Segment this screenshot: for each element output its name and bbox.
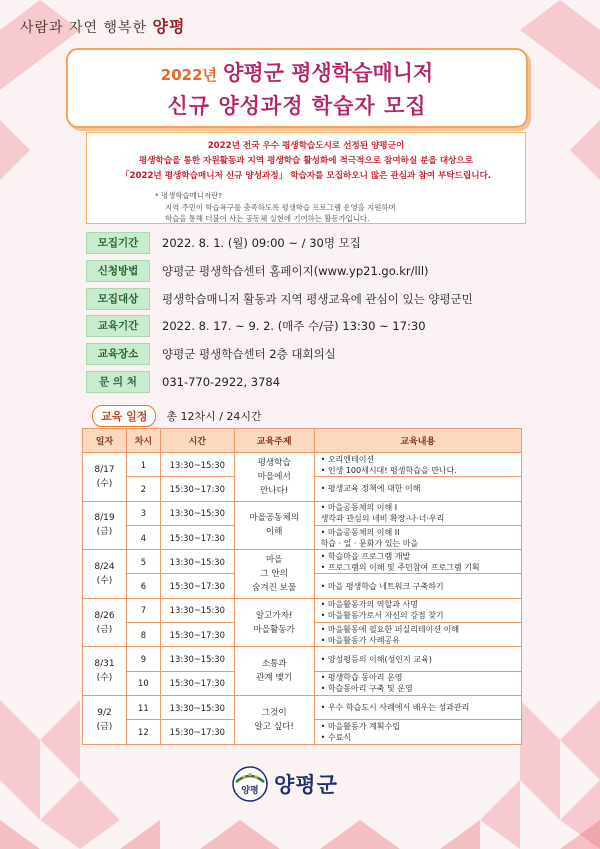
schedule-body [83, 453, 522, 745]
info-row-target [86, 288, 546, 310]
session-cell: 4 [126, 525, 160, 549]
info-row-apply-method [86, 260, 546, 282]
content-cell: • 학습마을 프로그램 개발 • 프로그램의 이해 및 주민참여 프로그램 기획 [314, 550, 521, 574]
day-of-week: (수) [96, 575, 113, 586]
header-date: 일자 [83, 429, 127, 453]
session-cell: 6 [126, 574, 160, 598]
header-session: 차시 [126, 429, 160, 453]
session-cell: 12 [126, 720, 160, 744]
day-of-week: (금) [96, 721, 113, 732]
time-cell: 13:30~15:30 [160, 453, 234, 477]
schedule-badge: 교육 일정 [92, 405, 156, 427]
day-date: 8/24 [94, 561, 115, 572]
title-year: 2022년 [160, 66, 218, 84]
info-label: 모집기간 [86, 232, 150, 254]
time-cell: 13:30~15:30 [160, 598, 234, 622]
emblem-text: 양평 [241, 786, 259, 796]
schedule-total: 총 12차시 / 24시간 [166, 410, 262, 423]
info-row-edu-period [86, 315, 546, 337]
info-label: 문 의 처 [86, 371, 150, 393]
time-cell: 15:30~17:30 [160, 477, 234, 501]
topic-cell: 알고가자! 마을활동가 [234, 598, 314, 647]
info-label: 교육기간 [86, 315, 150, 337]
content-cell: • 평생교육 정책에 대한 이해 [314, 477, 521, 501]
info-label: 모집대상 [86, 288, 150, 310]
table-row [83, 598, 522, 622]
topic-cell: 평생학습 마을에서 만나다! [234, 453, 314, 502]
table-row [83, 647, 522, 671]
intro-line: 평생학습을 통한 자원활동과 지역 평생학습 활성화에 적극적으로 참여하실 분을 대상으로 [138, 156, 474, 166]
time-cell: 15:30~17:30 [160, 574, 234, 598]
slogan-text: 사람과 자연 행복한 [20, 20, 148, 36]
session-cell: 7 [126, 598, 160, 622]
header-time: 시간 [160, 429, 234, 453]
title-main: 양평군 평생학습매니저 [223, 61, 434, 85]
day-cell [83, 453, 127, 502]
day-of-week: (금) [96, 624, 113, 635]
session-cell: 1 [126, 453, 160, 477]
day-cell [83, 598, 127, 647]
footer-org-name: 양평군 [274, 773, 338, 797]
table-row [83, 501, 522, 525]
title-box [66, 48, 528, 128]
content-cell: • 마을활동가 계획수립 • 수료식 [314, 720, 521, 744]
session-cell: 2 [126, 477, 160, 501]
slogan-brand: 양평 [152, 17, 186, 36]
day-date: 8/26 [94, 610, 115, 621]
intro-line: 「2022년 평생학습매니저 신규 양성과정」 학습자를 모집하오니 많은 관심과 참여 부탁드립니다. [120, 171, 492, 181]
manager-definition-note [97, 190, 515, 225]
time-cell: 15:30~17:30 [160, 525, 234, 549]
day-of-week: (수) [96, 673, 113, 684]
day-date: 9/2 [97, 707, 112, 718]
content-cell: • 우수 학습도시 사례에서 배우는 성과관리 [314, 695, 521, 719]
info-row-location [86, 343, 546, 365]
schedule-table [82, 428, 522, 745]
content-cell: • 마을활동가의 역할과 사명 • 마을활동가로서 자신의 강점 찾기 [314, 598, 521, 622]
info-label: 교육장소 [86, 343, 150, 365]
schedule-heading [92, 405, 262, 427]
content-cell: • 마을공동체의 이해 I 생각과 관심의 네비 확장-나·너·우리 [314, 501, 521, 525]
day-of-week: (수) [96, 478, 113, 489]
session-cell: 9 [126, 647, 160, 671]
day-of-week: (금) [96, 527, 113, 538]
topic-cell: 마을 그 안의 숨겨진 보물 [234, 550, 314, 599]
time-cell: 13:30~15:30 [160, 550, 234, 574]
session-cell: 10 [126, 671, 160, 695]
intro-box [86, 132, 526, 224]
day-cell [83, 501, 127, 550]
note-title: * 평생학습매니저란? [155, 191, 223, 200]
table-row [83, 695, 522, 719]
table-row [83, 550, 522, 574]
info-value: 2022. 8. 17. ~ 9. 2. (매주 수/금) 13:30 ~ 17:30 [162, 319, 426, 334]
info-value: 양평군 평생학습센터 홈페이지(www.yp21.go.kr/lll) [162, 263, 429, 278]
session-cell: 11 [126, 695, 160, 719]
content-cell: • 평생학습 동아리 운영 • 학습동아리 구축 및 운영 [314, 671, 521, 695]
topic-cell: 마을공동체의 이해 [234, 501, 314, 550]
info-value: 2022. 8. 1. (월) 09:00 ~ / 30명 모집 [162, 236, 361, 250]
topic-cell: 소통과 관계 맺기 [234, 647, 314, 696]
topic-cell: 그것이 알고 싶다! [234, 695, 314, 744]
header-content: 교육내용 [314, 429, 521, 453]
info-value: 평생학습매니저 활동과 지역 평생교육에 관심이 있는 양평군민 [162, 291, 473, 306]
title-line1 [68, 58, 526, 90]
content-cell: • 양성평등의 이해(성인지 교육) [314, 647, 521, 671]
session-cell: 3 [126, 501, 160, 525]
footer-logo [232, 766, 338, 802]
time-cell: 13:30~15:30 [160, 695, 234, 719]
content-cell: • 마을공동체의 이해 II 학습 · 일 · 문화가 있는 마을 [314, 525, 521, 549]
day-date: 8/31 [94, 659, 115, 670]
info-value: 양평군 평생학습센터 2층 대회의실 [162, 347, 336, 362]
session-cell: 5 [126, 550, 160, 574]
day-date: 8/19 [94, 513, 115, 524]
note-line: 학습을 통해 더불어 사는 공동체 실현에 기여하는 활동가입니다. [165, 214, 370, 223]
day-cell [83, 550, 127, 599]
city-slogan [20, 14, 185, 37]
info-value: 031-770-2922, 3784 [162, 374, 281, 389]
day-date: 8/17 [94, 464, 115, 475]
yangpyeong-emblem-icon [232, 766, 268, 802]
content-cell: • 마을활동에 필요한 퍼실리테이션 이해 • 마을활동가 사례공유 [314, 623, 521, 647]
table-row [83, 453, 522, 477]
header-topic: 교육주제 [234, 429, 314, 453]
time-cell: 15:30~17:30 [160, 671, 234, 695]
day-cell [83, 647, 127, 696]
time-cell: 13:30~15:30 [160, 501, 234, 525]
table-header-row [83, 429, 522, 453]
info-list [86, 232, 546, 399]
session-cell: 8 [126, 623, 160, 647]
note-line: 지역 주민이 학습욕구를 충족하도록 평생학습 프로그램 운영을 지원하며 [165, 202, 396, 212]
content-cell: • 오리엔테이션 • 인생 100세시대! 평생학습을 만나다. [314, 453, 521, 477]
time-cell: 15:30~17:30 [160, 623, 234, 647]
day-cell [83, 695, 127, 744]
info-row-contact [86, 371, 546, 393]
content-cell: • 마을 평생학습 네트워크 구축하기 [314, 574, 521, 598]
intro-line: 2022년 전국 우수 평생학습도시로 선정된 양평군이 [207, 141, 405, 151]
info-label: 신청방법 [86, 260, 150, 282]
title-line2: 신규 양성과정 학습자 모집 [167, 94, 427, 118]
time-cell: 15:30~17:30 [160, 720, 234, 744]
info-row-recruit-period [86, 232, 546, 254]
time-cell: 13:30~15:30 [160, 647, 234, 671]
